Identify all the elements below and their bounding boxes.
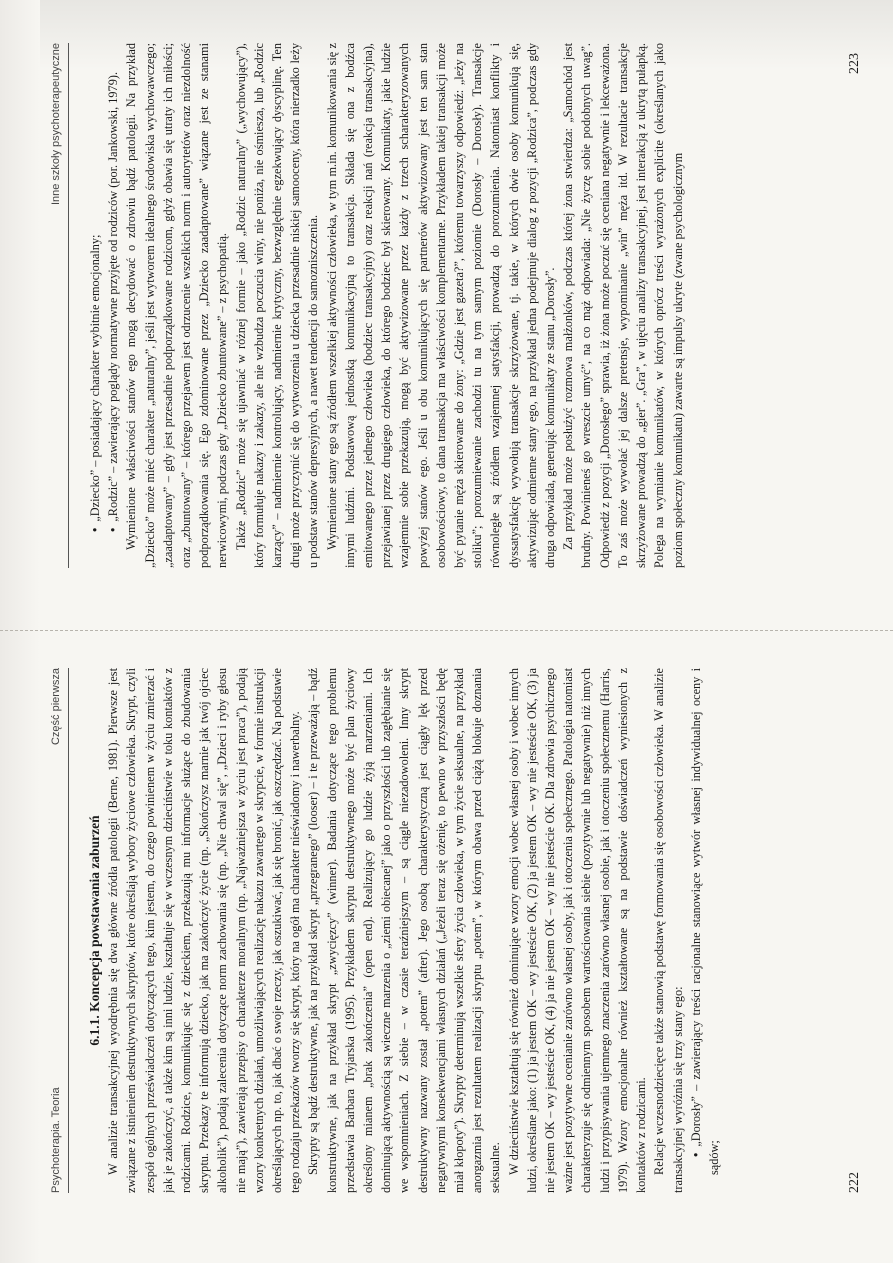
- paragraph: Za przykład może posłużyć rozmowa małżonków, podczas której żona stwierdza: „Samochód jest brudny. Powinieneś go wreszcie umyć”, na co mąż odpowiada: „Nie życzę sobie podobnych uwag”. Odpowiedź z pozycji „Dorosłego” sprawia, iż żona może poczuć się oceniana negatywnie i lekceważona. To zaś może wywołać jej dalsze pretensje, wypominanie „win” męża itd. W rezultacie transakcje skrzyżowane prowadzą do „gier”. „Gra”, w ujęciu analizy transakcyjnej, jest interakcją z ukrytą pułapką. Polega na wymianie komunikatów, w których oprócz treści wyrażonych explicite (określanych jako poziom społeczny komunikatu) zawarte są impulsy ukryte (zwane psychologicznym: [561, 43, 685, 568]
- list-item: [687, 668, 723, 1193]
- paragraph: Także „Rodzic” może się ujawniać w różnej formie – jako „Rodzic naturalny” („wychowujący”), który formułuje nakazy i zakazy, ale nie wzbudza poczucia winy, nie poniża, nie ośmiesza, lub „Rodzic karzący” – nadmiernie kontrolujący, nadmiernie krytyczny, bezwzględnie egzekwujący dyscyplinę. Ten drugi może przyczynić się do wytworzenia u dziecka przesadnie niskiej samooceny, która nierzadko leży u podstaw stanów depresyjnych, a nawet tendencji do samozniszczenia.: [233, 43, 321, 568]
- running-head-right-text: Inne szkoły psychoterapeutyczne: [50, 43, 62, 206]
- running-head-left-text: Psychoterapia. Teoria: [50, 1087, 62, 1193]
- bullet-icon: •: [688, 1152, 703, 1157]
- paragraph: Wymienione stany ego są źródłem wszelkiej aktywności człowieka, w tym m.in. komunikowania się z innymi ludźmi. Podstawową jednostką komunikacyjną to transakcja. Składa się ona z bodźca emitowanego przez jednego człowieka (bodziec transakcyjny) oraz reakcji nań (reakcja transakcyjna), przejawianej przez drugiego człowieka, do którego bodziec był skierowany. Komunikaty, jakie ludzie wzajemnie sobie przekazują, mogą być aktywizowane przez każdy z trzech scharakteryzowanych powyżej stanów ego. Jeśli u obu komunikujących się partnerów aktywizowany jest ten sam stan osobowościowy, to dana transakcja ma właściwości komplementarne. Przykładem takiej transakcji może być pytanie męża skierowane do żony: „Gdzie jest gazeta?”, któremu towarzyszy odpowiedź: „leży na stoliku”; porozumiewanie zachodzi tu na tym samym poziomie (Dorosły – Dorosły). Transakcje równoległe są źródłem wzajemnej satysfakcji, prowadzą do porozumienia. Natomiast konflikty i dyssatysfakcję wywołują transakcje skrzyżowane, tj. takie, w których dwie osoby komunikują się, aktywizując odmienne stany ego, na przykład jedna podejmuje dialog z pozycji „Rodzica”, podczas gdy druga odpowiada, generując komunikaty ze stanu „Dorosły”.: [324, 43, 558, 568]
- paragraph: Wymienione właściwości stanów ego mogą decydować o zdrowiu bądź patologii. Na przykład „Dziecko” może mieć charakter „naturalny”, jeśli jest wytworem idealnego środowiska wychowawczego; „zaadaptowany” – gdy jest przesadnie podporządkowane rodzicom, gdyż obawia się utraty ich miłości; oraz „zbuntowany” – którego przejawem jest odrzucenie wszelkich norm i autorytetów oraz niezdolność podporządkowania się. Ego zdominowane przez „Dziecko zaadaptowane” wiązane jest ze stanami nerwicowymi, podczas gdy „Dziecko zbuntowane” – z psychopatią.: [124, 43, 230, 568]
- paragraph: W analizie transakcyjnej wyodrębnia się dwa główne źródła patologii (Berne, 1981). Pierwsze jest związane z istnieniem destruktywnych skryptów, które określają wybory życiowe człowieka. Skrypt, czyli zespół ogólnych przeświadczeń dotyczących tego, kim jestem, do czego powinienem w życiu zmierzać i jak je zakończyć, a także kim są inni ludzie, kształtuje się w wczesnym dzieciństwie w toku kontaktów z rodzicami. Rodzice, komunikując się z dzieckiem, przekazują mu informacje służące do zbudowania skryptu. Przekazy te informują dziecko, jak ma zakończyć życie (np. „Skończysz marnie jak twój ojciec alkoholik”), podają zalecenia dotyczące norm zachowania się (np. „Nie chwal się”, „Dzieci i ryby głosu nie mają”), zawierają przepisy o charakterze moralnym (np. „Najważniejsza w życiu jest praca”), podają wzory konkretnych działań, umożliwiających realizację nakazu zawartego w skrypcie, w formie instrukcji określających np. to, jak dbać o swoje rzeczy, jak oszukiwać, jak się bronić, jak oszczędzać. Na podstawie tego rodzaju przekazów tworzy się skrypt, który na ogół ma charakter nieświadomy i nawerbalny.: [106, 668, 303, 1193]
- paragraph: Relacje wczesnodziecięce także stanowią podstawę formowania się osobowości człowieka. W analizie transakcyjnej wyróżnia się trzy stany ego:: [652, 668, 685, 1193]
- page-number: 222: [847, 1172, 862, 1193]
- right-page-body: [86, 43, 813, 568]
- paragraph: W dzieciństwie kształtują się również dominujące wzory emocji wobec własnej osoby i wobec innych ludzi, określane jako: (1) ja jestem OK – wy jesteście OK, (2) ja jestem OK – wy nie jesteście OK, (3) ja nie jestem OK – wy jesteście OK, (4) ja nie jestem OK – wy nie jesteście OK. Dla zdrowia psychicznego ważne jest pozytywne ocenianie zarówno własnej osoby, jak i otoczenia społecznego. Patologia natomiast charakteryzuje się odmiennym sposobem wartościowania siebie (pozytywnie lub negatywnie) niż innych ludzi i przypisywania ujemnego znaczenia zarówno własnej osobie, jak i otoczeniu społecznemu (Harris, 1979). Wzory emocjonalne również kształtowane są na podstawie doświadczeń wyniesionych z kontaktów z rodzicami.: [506, 668, 649, 1193]
- bullet-icon: •: [88, 527, 102, 532]
- list-item: [104, 43, 122, 568]
- left-running-head: [48, 668, 69, 1193]
- running-head-section-text: Część pierwsza: [50, 668, 62, 746]
- section-heading: 6.1.1. Koncepcja powstawania zaburzeń: [87, 815, 102, 1046]
- paragraph: Skrypty są bądź destruktywne, jak na przykład skrypt „przegranego” (looser) – i te przeważają – bądź konstruktywne, jak na przykład skrypt „zwycięzcy” (winner). Badania dotyczące tego problemu przedstawia Barbara Tryjarska (1995). Przykładem skryptu destruktywnego może być plan życiowy określony mianem „brak zakończenia” (open end). Realizujący go ludzie żyją marzeniami. Ich dominującą aktywnością są wieczne marzenia o „ziemi obiecanej” jako o przyszłości lub zagłębianie się we wspomnieniach. Z siebie – w czasie teraźniejszym – są ciągle niezadowoleni. Inny skrypt destruktywny nazwany został „potem” (after). Jego osobą charakterystyczną jest ciągły lęk przed negatywnymi konsekwencjami własnych działań („Jeżeli teraz się ożenię, to pewno w przyszłości będę miał kłopoty”). Skrypty determinują wszelkie sfery życia człowieka, w tym życie seksualne, na przykład anorgazmia jest rezultatem realizacji skryptu „potem”, w którym obawa przed ciążą blokuje doznania seksualne.: [306, 668, 503, 1193]
- list-item: [86, 43, 104, 568]
- right-page: [0, 23, 893, 608]
- right-running-head: [48, 43, 69, 568]
- page-number: 223: [847, 53, 862, 74]
- left-page-body: [86, 668, 813, 1193]
- list-item-text: „Rodzic” – zawierający poglądy normatywne przyjęte od rodziców (por. Jankowski, 1979).: [106, 71, 121, 522]
- list-item-text: „Dorosły” – zawierający treści racjonalne stanowiące wytwór własnej indywidualnej oceny i sądów;: [688, 668, 721, 1175]
- list-item-text: „Dziecko” – posiadający charakter wybitnie emocjonalny;: [88, 234, 102, 522]
- bullet-icon: •: [106, 527, 121, 532]
- left-page: [0, 648, 893, 1233]
